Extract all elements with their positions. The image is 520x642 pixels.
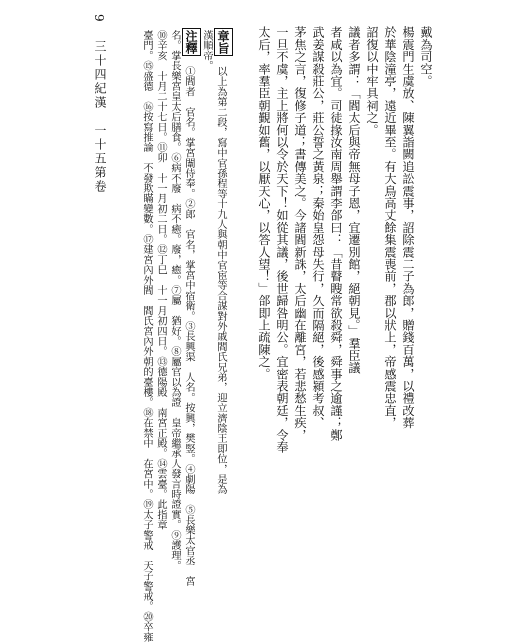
page-number: 9 [92,14,106,22]
main-text-column: 武姜謀殺莊公，莊公誓之黃泉；秦始皇怨母失行，久而隔絕，後感潁考叔、 [311,26,325,429]
summary-text: 以上為第二段，寫中官孫程等十九人與朝中官宦等合謀對外戚閻氏兄弟，迎立濟陰王即位，是為 [215,66,226,495]
main-text-column: 一旦不虞，主上將何以令於天下！如從其議，後世歸咎明公。宜密表朝廷，令奉 [275,26,289,453]
notes-text: 名。掌長樂宮皇太后膳食。⑥病不廢 病不癒。廢，癒。⑦屬 猶好。⑧屬官以為證 皇帝繼承人發言時證實。⑨護理。 [169,30,180,571]
main-text-column: 楊震門生虞放、陳翼詣闕追訟震事，詔除震二子為郎，贈錢百萬，以禮改葬 [401,26,415,429]
running-header: 三十四紀漢 一十五第卷 [93,40,107,194]
main-text-column: 太后，率羣臣朝覲如舊，以厭天心，以答人望！」郃即上疏陳之。 [257,26,271,380]
main-text-column: 議者多謂：「閻太后與帝無母子恩，宜遷別館，絕朝見。」羣臣議 [347,26,361,374]
notes-text: 臺門。⑮盛德 ⑯按寫推論 不發欺瞞變數。⑰建宮內外閻 閻氏宮內外朝的臺樓。⑱在禁中 在宮中。⑲太子警戒 天子警戒。⑳卒雍 [141,30,152,642]
notes-text: ①閻者 官名。掌宮闈侍奉。②郎 官名，掌宮中宿衛。③長興渠 人名。按興，樊竪。④劇陽 ⑤長樂太官丞 宮 [183,66,194,587]
notes-label: 注釋 [182,28,201,56]
notes-text: ⑩辛亥 十月二十七日。⑪卯 十一月初二日。⑫丁巳 十一月初四日。⑬德陽殿 南宮正殿。⑭雲臺。此指章 [155,30,166,530]
main-text-column: 茅焦之言，復修子道；書傳美之。今諸閻新誅，太后幽在離宮，若悲愁生疾， [293,26,307,441]
summary-text: 漢順帝。 [201,30,212,71]
main-text-column: 於華陰潼亭，遠近畢至。有大鳥高丈餘集震喪前，郡以狀上，帝感震忠直， [383,26,397,429]
main-text-column: 戴為司空。 [419,26,433,87]
main-text-column: 詔復以中牢具祠之。 [365,26,379,136]
main-text-column: 者咸以為宜。司徒掾汝南周舉謂李郃曰：「昔瞽瞍常欲殺舜，舜事之逾謹；鄭 [329,26,343,441]
summary-label: 章旨 [214,28,233,56]
